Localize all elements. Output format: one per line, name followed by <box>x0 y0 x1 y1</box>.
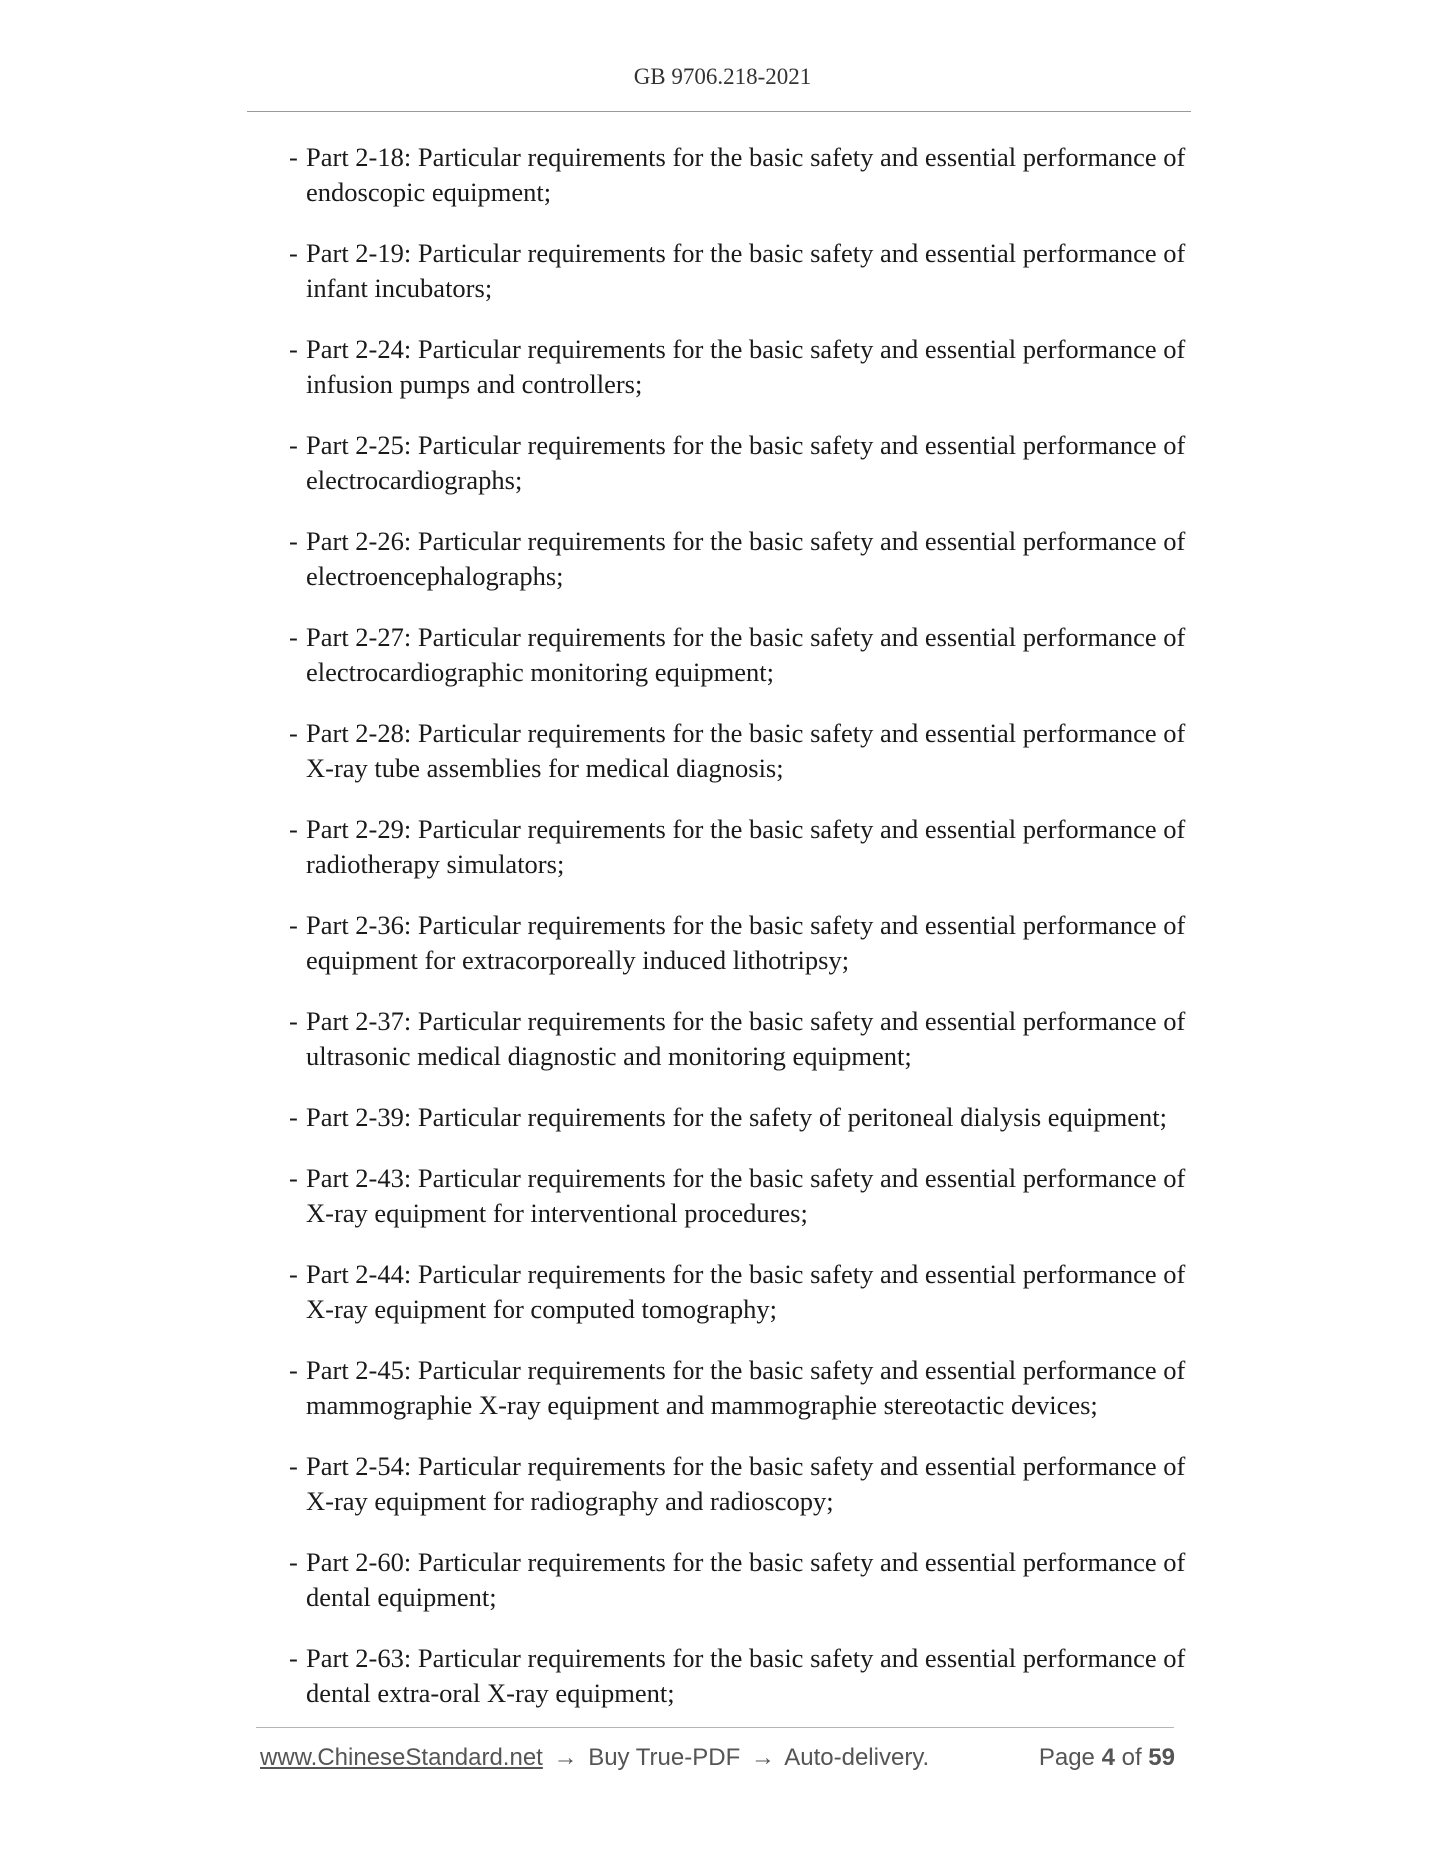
total-pages: 59 <box>1148 1744 1175 1771</box>
list-item-text: Part 2-25: Particular requirements for the basic safety and essential performance of electrocardiographs; <box>306 430 1186 495</box>
dash-marker: - <box>289 814 298 844</box>
page-indicator <box>1039 1744 1175 1772</box>
list-item-text: Part 2-37: Particular requirements for the basic safety and essential performance of ultrasonic medical diagnostic and monitoring equipment; <box>306 1006 1186 1071</box>
dash-marker: - <box>289 910 298 940</box>
list-item <box>289 140 1195 210</box>
dash-marker: - <box>289 1355 298 1385</box>
list-item-text: Part 2-60: Particular requirements for the basic safety and essential performance of dental equipment; <box>306 1547 1186 1612</box>
arrow-right-icon: → <box>553 1744 578 1771</box>
list-item-text: Part 2-39: Particular requirements for the safety of peritoneal dialysis equipment; <box>306 1102 1167 1132</box>
arrow-right-icon: → <box>750 1744 775 1771</box>
dash-marker: - <box>289 1259 298 1289</box>
list-item-text: Part 2-27: Particular requirements for the basic safety and essential performance of electrocardiographic monitoring equipment; <box>306 622 1186 687</box>
dash-marker: - <box>289 142 298 172</box>
footer-promo <box>260 1744 929 1772</box>
page-header <box>0 64 1445 90</box>
dash-marker: - <box>289 430 298 460</box>
list-item <box>289 812 1195 882</box>
list-item-text: Part 2-29: Particular requirements for the basic safety and essential performance of radiotherapy simulators; <box>306 814 1186 879</box>
buy-pdf-text: Buy True-PDF <box>588 1744 741 1771</box>
dash-marker: - <box>289 1451 298 1481</box>
standards-parts-list <box>289 140 1195 1737</box>
dash-marker: - <box>289 334 298 364</box>
list-item <box>289 236 1195 306</box>
dash-marker: - <box>289 1163 298 1193</box>
list-item <box>289 716 1195 786</box>
list-item <box>289 1449 1195 1519</box>
header-divider <box>247 111 1191 112</box>
list-item <box>289 1100 1195 1135</box>
dash-marker: - <box>289 1006 298 1036</box>
list-item <box>289 1161 1195 1231</box>
dash-marker: - <box>289 1643 298 1673</box>
auto-delivery-text: Auto-delivery. <box>784 1744 930 1771</box>
document-code: GB 9706.218-2021 <box>633 64 812 89</box>
page-label: Page <box>1038 1744 1095 1771</box>
list-item-text: Part 2-45: Particular requirements for the basic safety and essential performance of mammographie X-ray equipment and mammographie stereotactic devices; <box>306 1355 1186 1420</box>
list-item-text: Part 2-28: Particular requirements for the basic safety and essential performance of X-ray tube assemblies for medical diagnosis; <box>306 718 1186 783</box>
dash-marker: - <box>289 1547 298 1577</box>
list-item <box>289 1004 1195 1074</box>
list-item <box>289 1353 1195 1423</box>
list-item <box>289 908 1195 978</box>
page-footer <box>260 1744 1175 1778</box>
list-item <box>289 1257 1195 1327</box>
list-item-text: Part 2-63: Particular requirements for the basic safety and essential performance of dental extra-oral X-ray equipment; <box>306 1643 1186 1708</box>
list-item-text: Part 2-26: Particular requirements for the basic safety and essential performance of electroencephalographs; <box>306 526 1186 591</box>
list-item <box>289 620 1195 690</box>
list-item <box>289 1545 1195 1615</box>
list-item <box>289 332 1195 402</box>
website-link[interactable]: www.ChineseStandard.net <box>260 1744 543 1771</box>
dash-marker: - <box>289 718 298 748</box>
list-item-text: Part 2-44: Particular requirements for the basic safety and essential performance of X-ray equipment for computed tomography; <box>306 1259 1186 1324</box>
list-item-text: Part 2-19: Particular requirements for the basic safety and essential performance of infant incubators; <box>306 238 1186 303</box>
list-item-text: Part 2-54: Particular requirements for the basic safety and essential performance of X-ray equipment for radiography and radioscopy; <box>306 1451 1186 1516</box>
of-label: of <box>1121 1744 1142 1771</box>
dash-marker: - <box>289 1102 298 1132</box>
list-item <box>289 428 1195 498</box>
list-item-text: Part 2-43: Particular requirements for the basic safety and essential performance of X-ray equipment for interventional procedures; <box>306 1163 1186 1228</box>
list-item <box>289 1641 1195 1711</box>
dash-marker: - <box>289 238 298 268</box>
list-item-text: Part 2-24: Particular requirements for the basic safety and essential performance of infusion pumps and controllers; <box>306 334 1186 399</box>
list-item-text: Part 2-18: Particular requirements for the basic safety and essential performance of endoscopic equipment; <box>306 142 1186 207</box>
page-number: 4 <box>1101 1744 1115 1771</box>
list-item-text: Part 2-36: Particular requirements for the basic safety and essential performance of equipment for extracorporeally induced lithotripsy; <box>306 910 1186 975</box>
dash-marker: - <box>289 622 298 652</box>
list-item <box>289 524 1195 594</box>
dash-marker: - <box>289 526 298 556</box>
footer-divider <box>256 1727 1174 1728</box>
